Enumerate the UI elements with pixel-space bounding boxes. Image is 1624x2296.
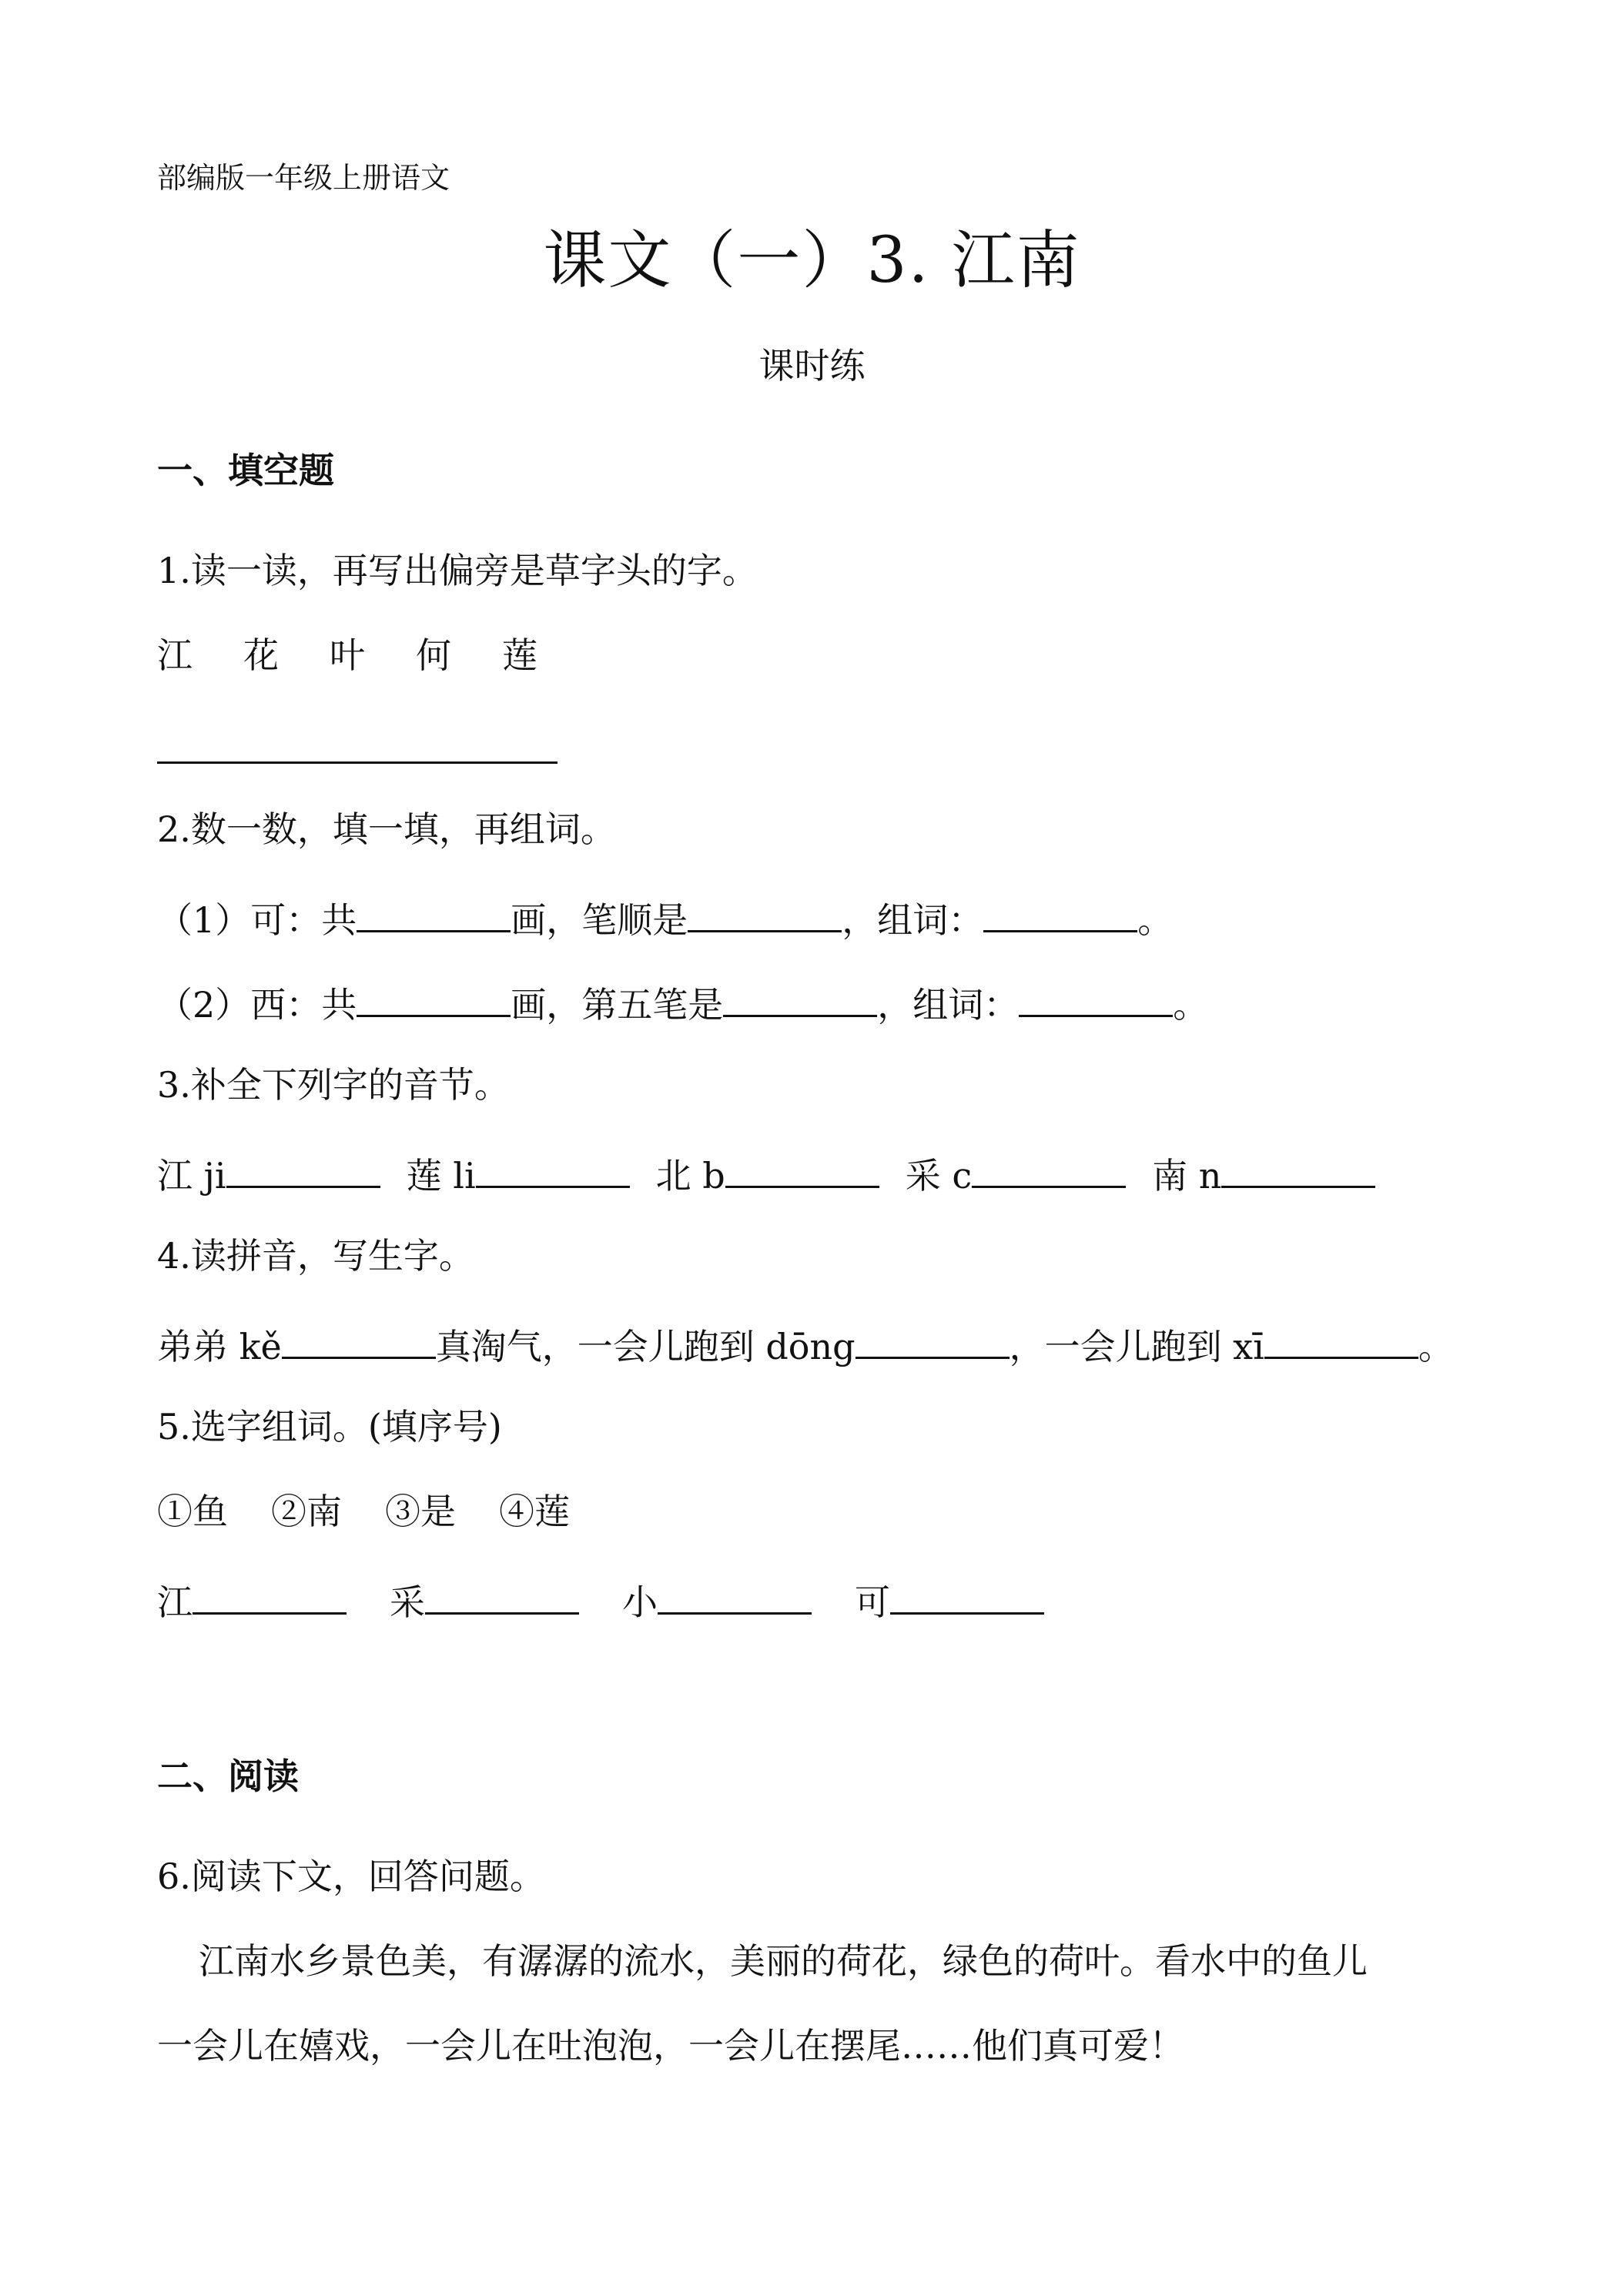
answer-blank[interactable] <box>723 981 877 1017</box>
q4-text-b: 真淘气，一会儿跑到 dōng <box>435 1326 856 1367</box>
q1-char-list <box>157 634 537 676</box>
q4-prompt: 4.读拼音，写生字。 <box>157 1235 474 1277</box>
answer-blank[interactable] <box>983 896 1137 932</box>
q2-item1-text-c: ，组词： <box>842 899 984 941</box>
q2-item1-text-b: 画，笔顺是 <box>511 899 688 941</box>
q4-text-a: 弟弟 kě <box>157 1326 282 1367</box>
q6-passage-line-1: 江南水乡景色美，有潺潺的流水，美丽的荷花，绿色的荷叶。看水中的鱼儿 <box>199 1940 1368 1982</box>
answer-blank[interactable] <box>856 1323 1010 1359</box>
q5-options <box>157 1491 570 1532</box>
answer-blank[interactable] <box>282 1323 436 1359</box>
answer-blank[interactable] <box>725 1152 879 1188</box>
q5-words <box>157 1578 1044 1623</box>
q5-option: ④莲 <box>499 1491 570 1532</box>
q2-item-1 <box>157 896 1174 941</box>
q5-word: 江 <box>157 1581 193 1623</box>
answer-blank[interactable] <box>193 1578 347 1615</box>
q3-items <box>157 1152 1375 1197</box>
q1-char: 莲 <box>502 634 537 676</box>
q5-word: 可 <box>855 1581 890 1623</box>
answer-blank[interactable] <box>688 896 842 932</box>
answer-blank[interactable] <box>972 1152 1126 1188</box>
answer-blank[interactable] <box>1221 1152 1375 1188</box>
q1-char: 花 <box>243 634 279 676</box>
page-title: 课文（一）3. 江南 <box>543 224 1081 297</box>
q5-option: ③是 <box>385 1491 456 1532</box>
q4-sentence <box>157 1323 1454 1367</box>
answer-blank[interactable] <box>1019 981 1173 1017</box>
q2-item2-text-a: （2）西：共 <box>157 984 357 1026</box>
answer-blank[interactable] <box>890 1578 1044 1615</box>
q4-text-d: 。 <box>1418 1326 1454 1367</box>
q5-word: 小 <box>622 1581 658 1623</box>
answer-blank[interactable] <box>226 1152 380 1188</box>
q1-answer-blank[interactable] <box>157 761 558 764</box>
q1-char: 叶 <box>330 634 365 676</box>
q4-text-c: ，一会儿跑到 xī <box>1009 1326 1264 1367</box>
answer-blank[interactable] <box>1264 1323 1418 1359</box>
answer-blank[interactable] <box>357 981 511 1017</box>
answer-blank[interactable] <box>476 1152 630 1188</box>
answer-blank[interactable] <box>425 1578 579 1615</box>
q6-prompt: 6.阅读下文，回答问题。 <box>157 1856 545 1897</box>
q5-option: ②南 <box>271 1491 342 1532</box>
q6-passage-line-2: 一会儿在嬉戏，一会儿在吐泡泡，一会儿在摆尾……他们真可爱！ <box>157 2025 1184 2067</box>
q3-prompt: 3.补全下列字的音节。 <box>157 1064 510 1106</box>
q2-prompt: 2.数一数，填一填，再组词。 <box>157 808 616 850</box>
q2-item1-text-d: 。 <box>1137 899 1174 941</box>
section-reading-title: 二、阅读 <box>157 1755 299 1797</box>
q2-item2-text-c: ，组词： <box>877 984 1020 1026</box>
q2-item-2 <box>157 981 1209 1026</box>
q2-item2-text-d: 。 <box>1173 984 1209 1026</box>
q1-char: 江 <box>157 634 193 676</box>
q5-option: ①鱼 <box>157 1491 228 1532</box>
q3-item: 江 ji <box>157 1155 226 1197</box>
q3-item: 北 b <box>655 1155 725 1197</box>
q2-item2-text-b: 画，第五笔是 <box>511 984 724 1026</box>
section-fill-in-title: 一、填空题 <box>157 450 334 491</box>
q2-item1-text-a: （1）可：共 <box>157 899 357 941</box>
q3-item: 南 n <box>1152 1155 1222 1197</box>
q5-word: 采 <box>390 1581 425 1623</box>
q1-prompt: 1.读一读，再写出偏旁是草字头的字。 <box>157 550 758 591</box>
q3-item: 莲 li <box>406 1155 476 1197</box>
answer-blank[interactable] <box>658 1578 812 1615</box>
q5-prompt: 5.选字组词。(填序号) <box>157 1406 502 1448</box>
q1-char: 何 <box>416 634 451 676</box>
document-header: 部编版一年级上册语文 <box>157 161 450 195</box>
q3-item: 采 c <box>905 1155 973 1197</box>
page-subtitle: 课时练 <box>758 345 866 387</box>
answer-blank[interactable] <box>357 896 511 932</box>
